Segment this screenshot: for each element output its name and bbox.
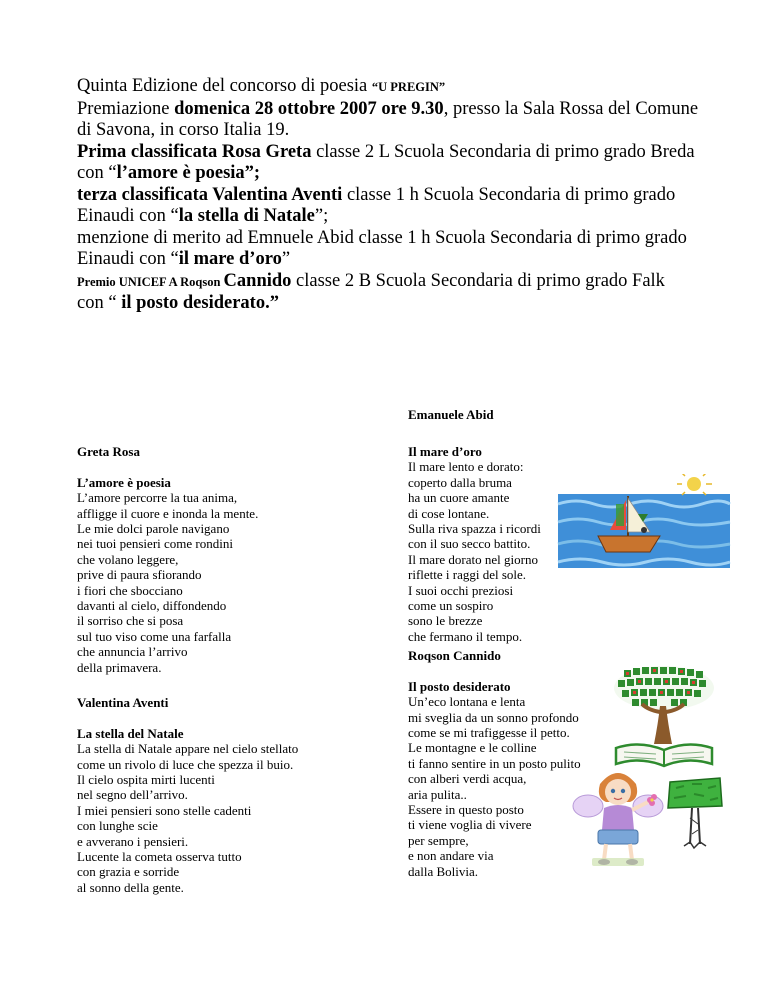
edition-text: Quinta Edizione del concorso di poesia (77, 76, 372, 96)
third-place-poem: la stella di Natale (178, 206, 315, 226)
poem-lines (408, 694, 581, 879)
poem-line: ti fanno sentire in un posto pulito (408, 755, 581, 771)
tree-trunk (690, 808, 700, 844)
poem-line: e avverano i pensieri. (77, 833, 189, 849)
tree-crown (668, 778, 722, 808)
with-label: Einaudi con “ (77, 206, 179, 226)
third-place-line (77, 185, 717, 207)
poem-line: Le mie dolci parole navigano (77, 521, 230, 537)
poem-line: Essere in questo posto (408, 802, 524, 818)
poem-line: con lunghe scie (77, 818, 158, 834)
poem-line: aria pulita.. (408, 786, 467, 802)
third-place-school: classe 1 h Scuola Secondaria di primo grado (342, 184, 676, 205)
poem-line: con alberi verdi acqua, (408, 771, 527, 787)
poem-line: sul tuo viso come una farfalla (77, 628, 232, 644)
award-label: Premiazione (77, 98, 175, 119)
poem-line: Le montagne e le colline (408, 740, 537, 756)
spacer (77, 459, 258, 474)
poem-line: La stella di Natale appare nel cielo stellato (77, 741, 299, 757)
poem-emanuele-abid (408, 444, 541, 644)
merit-poem-line (77, 249, 717, 271)
poem-line: della primavera. (77, 659, 162, 675)
spacer (408, 663, 581, 678)
poem-line: ti viene voglia di vivere (408, 817, 532, 833)
punctuation: ”; (314, 206, 329, 226)
poem-line: prive di paura sfiorando (77, 567, 202, 583)
poem-line: affligge il cuore e inonda la mente. (77, 505, 259, 521)
poem-line: con il suo secco battito. (408, 536, 531, 552)
sun-icon (677, 474, 712, 495)
poem-line: che fermano il tempo. (408, 628, 523, 644)
poem-valentina-aventi (77, 695, 298, 895)
poem-author: Valentina Aventi (77, 695, 169, 710)
emanuele-author-block (408, 407, 494, 422)
unicef-poem: il posto desiderato.” (121, 293, 279, 313)
poem-title: Il posto desiderato (408, 678, 511, 694)
unicef-label: Premio UNICEF A Roqson (77, 274, 224, 289)
contest-name: “U PREGIN” (371, 80, 446, 94)
sea-boat-drawing (556, 474, 732, 570)
poem-lines (77, 490, 258, 675)
first-place-poem: l’amore è poesia”; (116, 163, 261, 183)
small-tree-drawing (664, 772, 726, 850)
poem-line: I miei pensieri sono stelle cadenti (77, 802, 252, 818)
poem-author: Emanuele Abid (408, 407, 494, 422)
with-label: Einaudi con “ (77, 249, 179, 269)
poem-line: Lucente la cometa osserva tutto (77, 849, 242, 865)
poem-line: nei tuoi pensieri come rondini (77, 536, 233, 552)
punctuation: ” (281, 249, 291, 269)
poem-roqson-cannido (408, 648, 581, 879)
award-date: domenica 28 ottobre 2007 ore 9.30 (174, 98, 444, 119)
poem-lines (408, 459, 541, 644)
dress (602, 805, 634, 830)
poem-line: con grazia e sorride (77, 864, 180, 880)
unicef-poem-line (77, 293, 717, 315)
with-label: con “ (77, 163, 117, 183)
poem-line: davanti al cielo, diffondendo (77, 598, 227, 614)
first-place-school: classe 2 L Scuola Secondaria di primo grado Breda (311, 141, 695, 162)
poem-line: I suoi occhi preziosi (408, 582, 514, 598)
poem-line: come se mi trafiggesse il petto. (408, 725, 570, 741)
poem-line: sono le brezze (408, 613, 483, 629)
edition-line (77, 76, 717, 99)
poem-line: riflette i raggi del sole. (408, 567, 527, 583)
with-label: con “ (77, 293, 122, 313)
poem-title: La stella del Natale (77, 725, 184, 741)
poem-line: coperto dalla bruma (408, 474, 512, 490)
tree-letters-crown (614, 666, 714, 710)
unicef-winner: Cannido (223, 270, 292, 291)
poem-line: di cose lontane. (408, 505, 490, 521)
bench (598, 830, 638, 844)
first-place-poem-line (77, 163, 717, 185)
poem-title: Il mare d’oro (408, 444, 482, 459)
unicef-line (77, 271, 717, 294)
poem-author: Roqson Cannido (408, 648, 501, 663)
poem-line: L’amore percorre la tua anima, (77, 490, 238, 506)
poem-line: che volano leggere, (77, 551, 179, 567)
poem-line: ha un cuore amante (408, 490, 510, 506)
address-line: di Savona, in corso Italia 19. (77, 120, 290, 140)
third-place-poem-line (77, 206, 717, 228)
poem-line: per sempre, (408, 832, 469, 848)
poem-lines (77, 741, 298, 895)
book-icon (616, 744, 712, 766)
poem-line: dalla Bolivia. (408, 863, 479, 879)
poem-line: Sulla riva spazza i ricordi (408, 521, 541, 537)
spacer (77, 710, 298, 725)
poem-line: mi sveglia da un sonno profondo (408, 709, 579, 725)
poem-line: nel segno dell’arrivo. (77, 787, 188, 803)
first-place-winner: Prima classificata Rosa Greta (77, 141, 312, 162)
first-place-line (77, 142, 717, 164)
poem-line: i fiori che sbocciano (77, 582, 183, 598)
third-place-winner: terza classificata Valentina Aventi (77, 184, 343, 205)
poem-line: Il cielo ospita mirti lucenti (77, 772, 215, 788)
merit-poem: il mare d’oro (178, 249, 282, 269)
poem-line: Il mare dorato nel giorno (408, 551, 538, 567)
poem-line: al sonno della gente. (77, 879, 184, 895)
award-place: , presso la Sala Rossa del Comune (443, 98, 699, 119)
poem-title: L’amore è poesia (77, 474, 171, 490)
poem-line: Un’eco lontana e lenta (408, 694, 526, 710)
unicef-school: classe 2 B Scuola Secondaria di primo grado Falk (291, 270, 665, 291)
poem-line: Il mare lento e dorato: (408, 459, 524, 475)
announcement (77, 76, 717, 315)
poem-greta-rosa (77, 444, 258, 675)
poem-line: e non andare via (408, 848, 494, 864)
fairy-girl-drawing (572, 764, 664, 872)
merit-line: menzione di merito ad Emnuele Abid classe 1 h Scuola Secondaria di primo grado (77, 227, 687, 248)
tree-book-drawing (608, 664, 720, 772)
award-date-line (77, 99, 717, 121)
poem-line: che annuncia l’arrivo (77, 644, 188, 660)
face (605, 779, 631, 805)
poem-line: come un sospiro (408, 598, 494, 614)
poem-author: Greta Rosa (77, 444, 140, 459)
poem-line: il sorriso che si posa (77, 613, 184, 629)
poem-line: come un rivolo di luce che spezza il buio. (77, 756, 294, 772)
